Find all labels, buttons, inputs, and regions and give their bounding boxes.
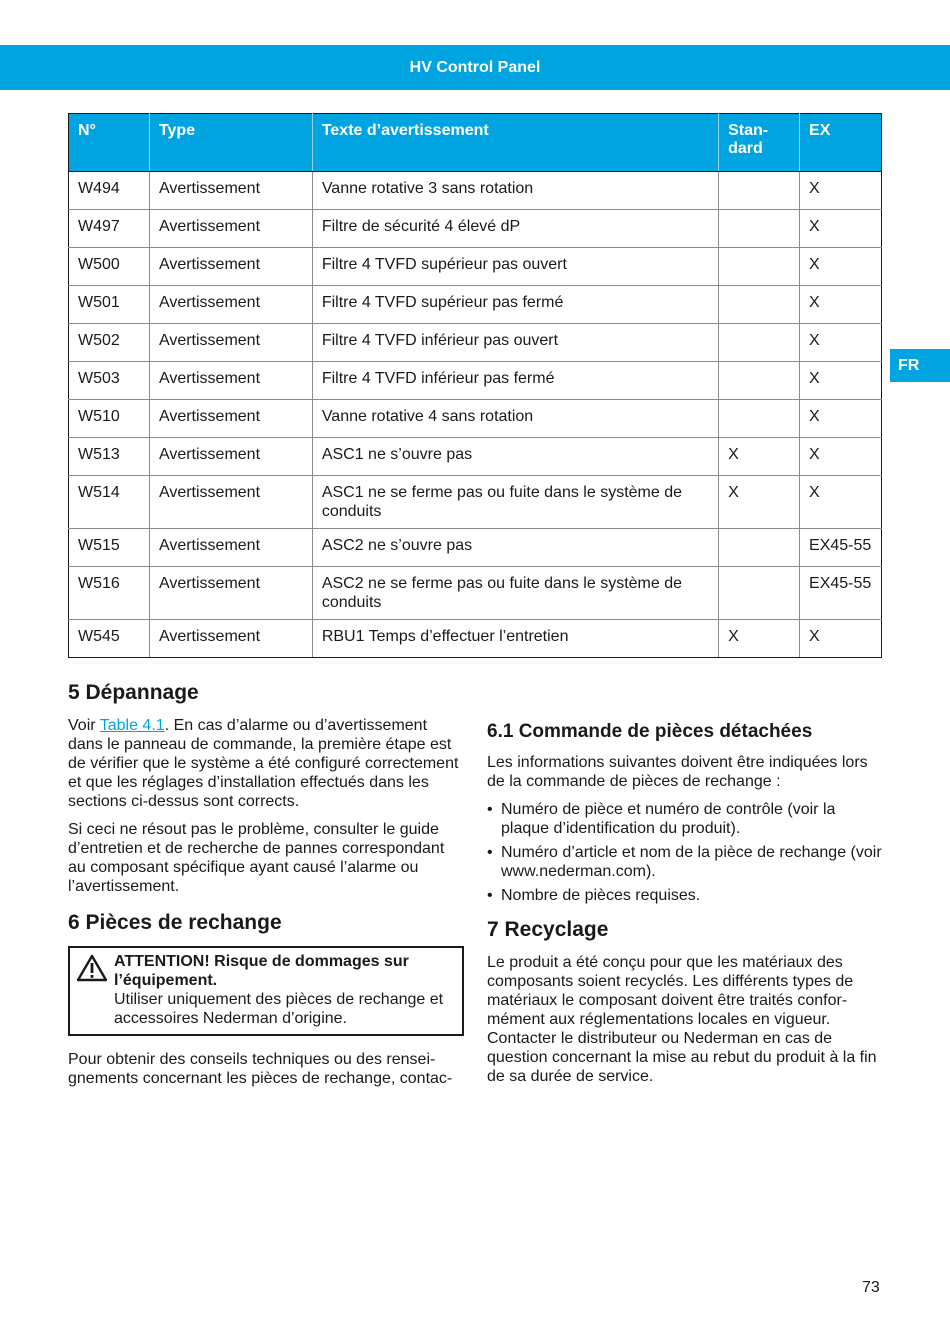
- cell-type: Avertissement: [149, 476, 312, 529]
- cell-number: W510: [69, 400, 150, 438]
- cell-standard: [719, 210, 800, 248]
- table-row: [69, 286, 882, 324]
- section-5-title: 5 Dépannage: [68, 681, 199, 704]
- cell-number: W513: [69, 438, 150, 476]
- left-column: [68, 680, 464, 1097]
- p1-prefix: Voir: [68, 717, 100, 734]
- cell-text: ASC1 ne se ferme pas ou fuite dans le système de conduits: [312, 476, 718, 529]
- attention-box: [68, 946, 464, 1036]
- col-header-type: Type: [149, 114, 312, 172]
- warning-triangle-icon: [76, 954, 108, 982]
- cell-standard: [719, 286, 800, 324]
- header-bar: [0, 45, 950, 90]
- cell-ex: X: [800, 248, 882, 286]
- cell-type: Avertissement: [149, 400, 312, 438]
- cell-ex: X: [800, 620, 882, 658]
- cell-text: ASC2 ne s’ouvre pas: [312, 529, 718, 567]
- section-6-paragraph: Pour obtenir des conseils techniques ou des renseignements concernant les pièces de rechange, contac: [68, 1051, 453, 1087]
- cell-number: W516: [69, 567, 150, 620]
- cell-ex: X: [800, 362, 882, 400]
- table-row: [69, 210, 882, 248]
- section-6-title: 6 Pièces de rechange: [68, 911, 282, 934]
- table-row: [69, 362, 882, 400]
- cell-type: Avertissement: [149, 172, 312, 210]
- cell-number: W494: [69, 172, 150, 210]
- table-4-1-link[interactable]: Table 4.1: [99, 717, 165, 734]
- table-row: [69, 248, 882, 286]
- cell-type: Avertissement: [149, 529, 312, 567]
- cell-standard: [719, 400, 800, 438]
- cell-text: Filtre 4 TVFD supérieur pas ouvert: [312, 248, 718, 286]
- table-row: [69, 476, 882, 529]
- cell-number: W514: [69, 476, 150, 529]
- right-column: [487, 668, 883, 1095]
- cell-type: Avertissement: [149, 620, 312, 658]
- table-row: [69, 529, 882, 567]
- cell-text: Filtre 4 TVFD inférieur pas fermé: [312, 362, 718, 400]
- cell-standard: [719, 567, 800, 620]
- cell-text: ASC2 ne se ferme pas ou fuite dans le système de conduits: [312, 567, 718, 620]
- cell-text: Vanne rotative 3 sans rotation: [312, 172, 718, 210]
- section-5-paragraph-2: Si ceci ne résout pas le problème, consulter le guide d’entretien et de recherche de pannes correspondant au composant spécifique ayant causé l’alarme ou l’avertissement.: [68, 821, 445, 895]
- table-row: [69, 172, 882, 210]
- page-number: 73: [862, 1279, 880, 1296]
- list-item: • Numéro d’article et nom de la pièce de rechange (voir www.nederman.com).: [487, 843, 883, 881]
- col-header-standard: Stan- dard: [719, 114, 800, 172]
- col-header-text: Texte d’avertissement: [312, 114, 718, 172]
- cell-standard: X: [719, 620, 800, 658]
- cell-standard: [719, 529, 800, 567]
- cell-type: Avertissement: [149, 248, 312, 286]
- cell-ex: X: [800, 324, 882, 362]
- cell-number: W500: [69, 248, 150, 286]
- cell-type: Avertissement: [149, 324, 312, 362]
- cell-ex: X: [800, 172, 882, 210]
- section-6-1-title: 6.1 Commande de pièces détachées: [487, 721, 813, 742]
- cell-ex: X: [800, 210, 882, 248]
- header-title: HV Control Panel: [409, 58, 541, 76]
- table-row: [69, 324, 882, 362]
- cell-number: W503: [69, 362, 150, 400]
- cell-standard: [719, 172, 800, 210]
- cell-standard: [719, 248, 800, 286]
- table-header-row: [69, 114, 882, 172]
- list-item: • Numéro de pièce et numéro de contrôle (voir la plaque d’identification du produit).: [487, 800, 883, 838]
- section-7-paragraph: Le produit a été conçu pour que les matériaux des composants soient recyclés. Les différents types de matériaux le composant doivent être traités conformément aux réglementations locales en vigueur. Contacter le distributeur ou Nederman en cas de question concernant la mise au rebut du produit à la fin de sa durée de service.: [487, 954, 877, 1085]
- p1-rest: . En cas d’alarme ou d’avertissement dans le panneau de commande, la première étape est de vérifier que le système a été configuré correctement et que les réglages d’installation effectués dans les sections ci-dessus sont corrects.: [68, 717, 459, 810]
- cell-number: W497: [69, 210, 150, 248]
- cell-type: Avertissement: [149, 438, 312, 476]
- language-tab: FR: [890, 349, 950, 382]
- col-header-ex: EX: [800, 114, 882, 172]
- list-item: • Nombre de pièces requises.: [487, 886, 883, 905]
- attention-text: Utiliser uniquement des pièces de rechange et accessoires Nederman d’origine.: [114, 991, 444, 1027]
- cell-standard: [719, 324, 800, 362]
- table-row: [69, 567, 882, 620]
- cell-ex: X: [800, 400, 882, 438]
- cell-type: Avertissement: [149, 286, 312, 324]
- cell-ex: X: [800, 476, 882, 529]
- cell-text: Filtre de sécurité 4 élevé dP: [312, 210, 718, 248]
- cell-ex: X: [800, 438, 882, 476]
- cell-text: Filtre 4 TVFD supérieur pas fermé: [312, 286, 718, 324]
- section-5-paragraph-1: [68, 716, 464, 811]
- attention-title: ATTENTION! Risque de dommages sur l’équipement.: [114, 953, 409, 989]
- spare-parts-list: [487, 800, 883, 905]
- table-row: [69, 620, 882, 658]
- cell-text: ASC1 ne s’ouvre pas: [312, 438, 718, 476]
- section-6-1-intro: Les informations suivantes doivent être indiquées lors de la commande de pièces de rechange :: [487, 754, 868, 790]
- cell-text: Vanne rotative 4 sans rotation: [312, 400, 718, 438]
- cell-standard: [719, 362, 800, 400]
- section-6-paragraph-continued: [487, 668, 883, 706]
- section-7-title: 7 Recyclage: [487, 918, 609, 941]
- cell-ex: EX45-55: [800, 567, 882, 620]
- cell-type: Avertissement: [149, 362, 312, 400]
- cell-number: W501: [69, 286, 150, 324]
- table-row: [69, 400, 882, 438]
- cell-ex: EX45-55: [800, 529, 882, 567]
- table-row: [69, 438, 882, 476]
- cell-number: W545: [69, 620, 150, 658]
- cell-type: Avertissement: [149, 210, 312, 248]
- cell-standard: X: [719, 476, 800, 529]
- cell-text: RBU1 Temps d’effectuer l’entretien: [312, 620, 718, 658]
- col-header-number: N°: [69, 114, 150, 172]
- cell-ex: X: [800, 286, 882, 324]
- cell-number: W502: [69, 324, 150, 362]
- cell-text: Filtre 4 TVFD inférieur pas ouvert: [312, 324, 718, 362]
- cell-standard: X: [719, 438, 800, 476]
- cell-type: Avertissement: [149, 567, 312, 620]
- warning-table: [68, 113, 882, 658]
- cell-number: W515: [69, 529, 150, 567]
